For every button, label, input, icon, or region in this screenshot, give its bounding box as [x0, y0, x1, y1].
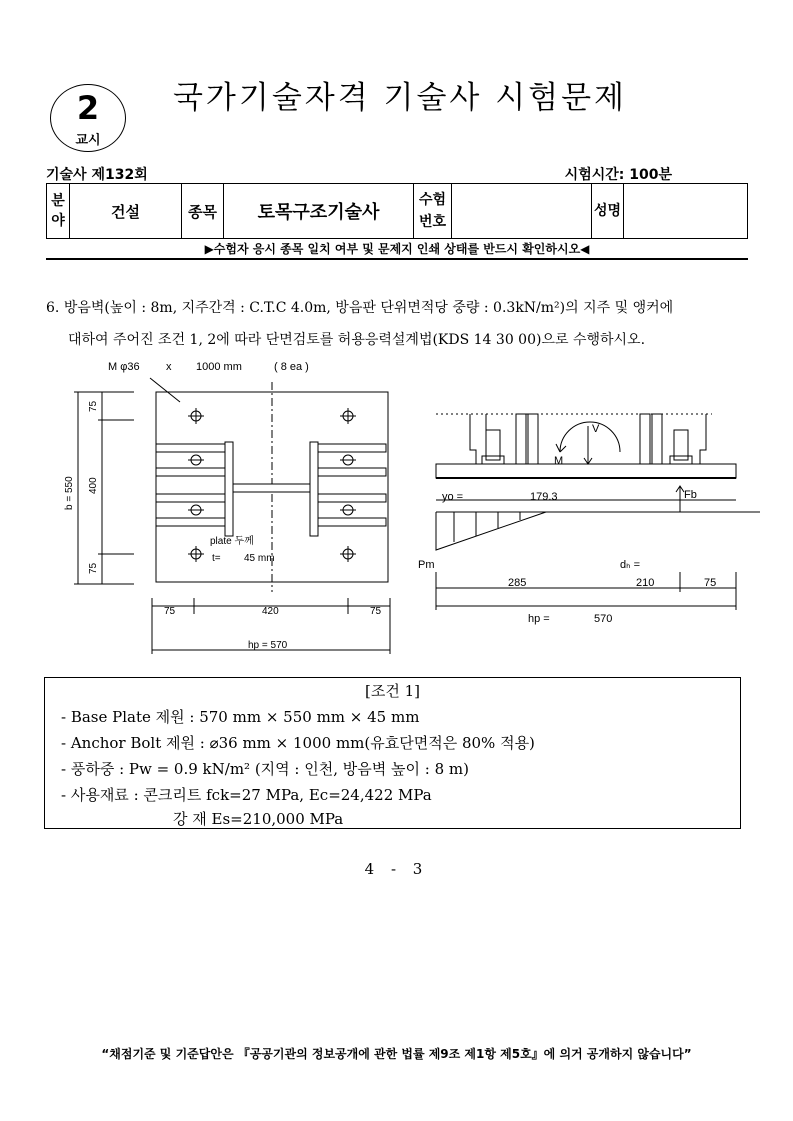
- leader-line: [150, 378, 180, 402]
- info-table: [46, 183, 748, 239]
- category-label: 종목: [182, 184, 224, 239]
- plate-t-val: 45 mm: [244, 553, 275, 564]
- period-label: 교시: [75, 133, 101, 148]
- exam-meta: [46, 164, 748, 184]
- name-label: 성명: [592, 184, 624, 239]
- conditions-title: [조건 1]: [365, 682, 420, 700]
- dim-bottom-75b: 75: [370, 606, 382, 617]
- anchor-x: x: [166, 361, 172, 373]
- page-title: 국가기술자격 기술사 시험문제: [172, 80, 627, 116]
- dim-75r: 75: [704, 577, 717, 589]
- condition-row: 강 재 Es=210,000 MPa: [173, 810, 344, 828]
- label-fb: Fb: [684, 489, 697, 501]
- dim-210: 210: [636, 577, 655, 589]
- anchor-count: ( 8 ea ): [274, 361, 309, 373]
- category-value: 토목구조기술사: [224, 184, 414, 239]
- question-line-2: 대하여 주어진 조건 1, 2에 따라 단면검토를 허용응력설계법(KDS 14 30 00)으로 수행하시오.: [68, 332, 646, 348]
- exam-no-label: 수험번호: [414, 184, 452, 239]
- dim-75-top: 75: [88, 400, 99, 412]
- conditions-box: [44, 677, 741, 829]
- label-hp2: hp =: [528, 613, 550, 625]
- notice: ▶수험자 응시 종목 일치 여부 및 문제지 인쇄 상태를 반드시 확인하시오◀: [46, 240, 748, 260]
- anchor-label: M φ36: [108, 361, 140, 373]
- dim-bottom-75a: 75: [164, 606, 176, 617]
- dim-hp: hp = 570: [248, 640, 288, 651]
- field-value: 건설: [70, 184, 182, 239]
- plate-t: t=: [212, 553, 221, 564]
- period-badge: [50, 84, 126, 152]
- label-pm: Pm: [418, 559, 435, 571]
- page-number: 4 - 3: [364, 860, 429, 878]
- dim-bottom-420: 420: [262, 606, 279, 617]
- val-hp2: 570: [594, 613, 613, 625]
- condition-row: - Base Plate 제원 : 570 mm × 550 mm × 45 mm: [61, 708, 420, 726]
- plate-label: plate 두께: [210, 536, 254, 547]
- question-6: [46, 292, 751, 356]
- val-yo: 179.3: [530, 491, 558, 503]
- dim-75-bot: 75: [88, 562, 99, 574]
- field-label: 분야: [47, 184, 70, 239]
- label-m: M: [554, 455, 564, 467]
- label-v: V: [592, 423, 600, 435]
- label-yo: yo =: [442, 491, 464, 503]
- dim-285: 285: [508, 577, 527, 589]
- condition-row: - 사용재료 : 콘크리트 fck=27 MPa, Ec=24,422 MPa: [61, 786, 432, 804]
- exam-time: 시험시간: 100분: [564, 167, 672, 183]
- plan-view: [64, 361, 390, 654]
- elevation-view: [418, 414, 760, 625]
- exam-no-value[interactable]: [452, 184, 592, 239]
- anchor-len: 1000 mm: [196, 361, 242, 373]
- base-plate-figure: [40, 352, 760, 672]
- footer-note: “채점기준 및 기준답안은 『공공기관의 정보공개에 관한 법률 제9조 제1항 제5호』에 의거 공개하지 않습니다”: [101, 1047, 692, 1061]
- condition-row: - Anchor Bolt 제원 : ⌀36 mm × 1000 mm(유효단면적은 80% 적용): [61, 734, 535, 752]
- dim-b: b = 550: [64, 476, 75, 510]
- name-value[interactable]: [624, 184, 748, 239]
- label-db: dₕ =: [620, 559, 641, 571]
- question-line-1: 6. 방음벽(높이 : 8m, 지주간격 : C.T.C 4.0m, 방음판 단위면적당 중량 : 0.3kN/m²)의 지주 및 앵커에: [46, 300, 674, 316]
- exam-round: 기술사 제132회: [46, 167, 148, 183]
- condition-row: - 풍하중 : Pw = 0.9 kN/m² (지역 : 인천, 방음벽 높이 : 8 m): [61, 760, 469, 778]
- period-number: 2: [76, 89, 100, 127]
- dim-400: 400: [88, 477, 99, 494]
